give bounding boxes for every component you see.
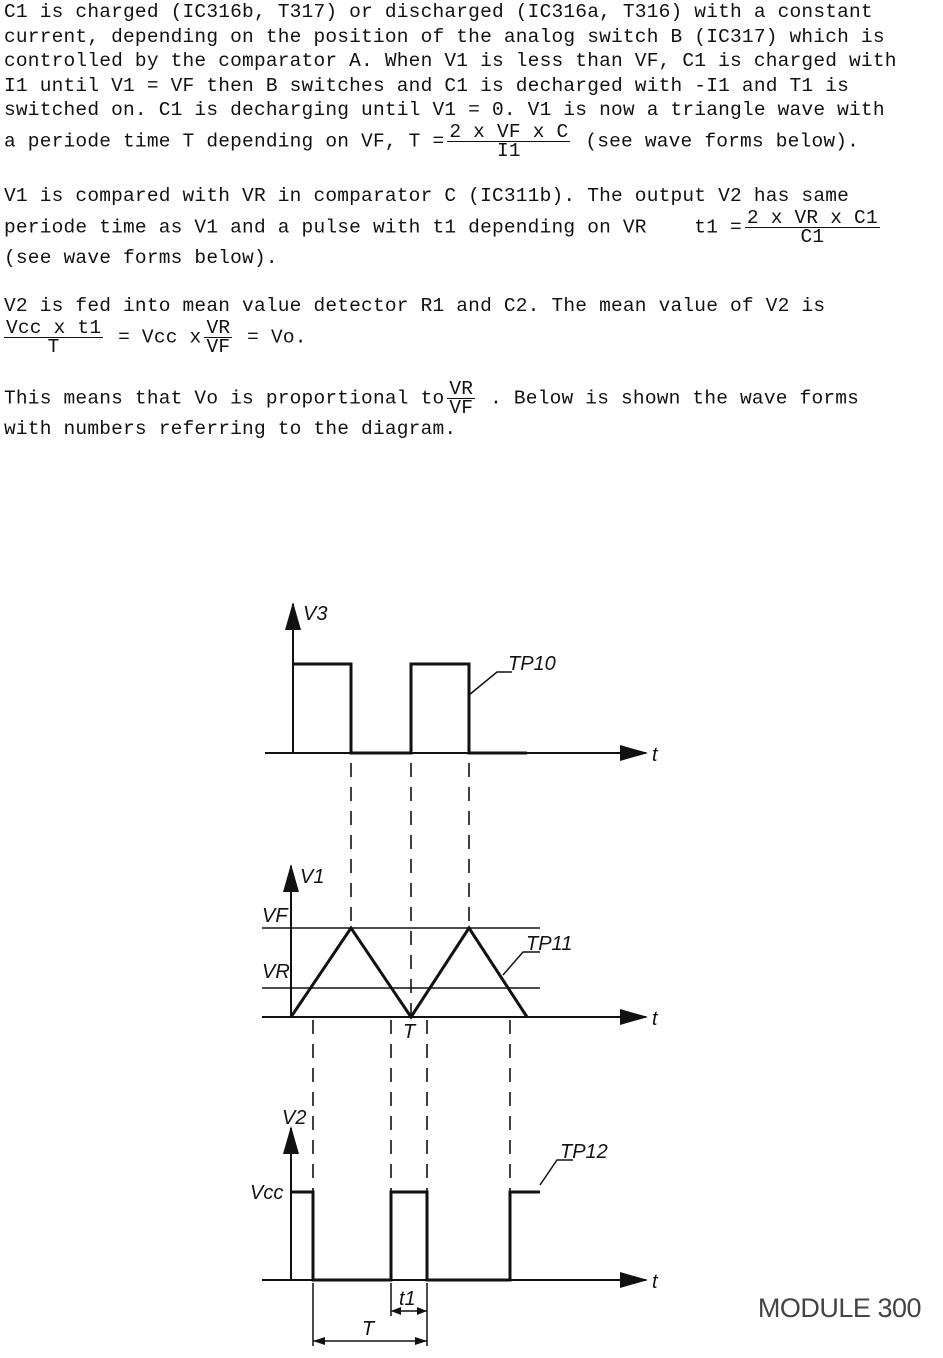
period-marker-v1: T	[403, 1021, 416, 1043]
pulse-formula-denominator: C1	[800, 225, 825, 248]
period-formula-numerator: 2 x VF x C	[449, 120, 569, 143]
mean-value-middle: = Vcc x	[118, 326, 202, 349]
pulse-width-label: t1	[399, 1288, 416, 1310]
period-arrow-right	[415, 1337, 427, 1345]
period-arrow-left	[313, 1337, 325, 1345]
upper-guides	[351, 763, 469, 1017]
mean-value-denominator: T	[47, 335, 60, 358]
t-label-middle: t	[652, 1008, 658, 1030]
pulse-formula-numerator: 2 x VR x C1	[746, 206, 878, 229]
tp12-leader	[540, 1160, 573, 1185]
v2-waveform	[291, 1192, 540, 1280]
pulse-arrow-right	[417, 1307, 427, 1315]
v2-label: V2	[282, 1107, 307, 1129]
vcc-label: Vcc	[250, 1182, 284, 1204]
t-label-top: t	[652, 744, 658, 766]
proportional-numerator: VR	[449, 377, 474, 400]
ratio-denominator: VF	[206, 335, 231, 358]
t-label-bottom: t	[652, 1271, 658, 1293]
proportional-trail: . Below is shown the wave forms	[490, 387, 860, 410]
paragraph2-line3: (see wave forms below).	[4, 246, 278, 269]
tp10-leader	[469, 672, 512, 695]
period-label: T	[362, 1318, 375, 1340]
period-formula-trail: (see wave forms below).	[585, 130, 860, 153]
vr-label: VR	[262, 961, 290, 983]
v1-label: V1	[300, 866, 325, 888]
paragraph1-line2: current, depending on the position of the analog switch B (IC317) which is	[4, 25, 885, 48]
paragraph4-line2: with numbers referring to the diagram.	[4, 417, 457, 440]
vf-label: VF	[262, 905, 288, 927]
tp10-label: TP10	[508, 653, 556, 675]
paragraph1-line4: I1 until V1 = VF then B switches and C1 is decharged with -I1 and T1 is	[4, 74, 850, 97]
tp12-label: TP12	[560, 1141, 608, 1163]
v3-waveform-group	[265, 603, 659, 766]
paragraph1-line3: controlled by the comparator A. When V1 is less than VF, C1 is charged with	[4, 50, 897, 73]
mean-value-numerator: Vcc x t1	[6, 316, 102, 339]
paragraph1-line5: switched on. C1 is decharging until V1 = 0. V1 is now a triangle wave with	[4, 99, 885, 122]
ratio-numerator: VR	[206, 316, 231, 339]
pulse-formula-lead: periode time as V1 and a pulse with t1 depending on VR t1 =	[4, 216, 742, 239]
v3-label: V3	[303, 603, 328, 625]
mean-value-end: = Vo.	[247, 326, 307, 349]
dimension-marks	[313, 1283, 427, 1346]
paragraph2-line1: V1 is compared with VR in comparator C (IC311b). The output V2 has same	[4, 184, 850, 207]
v2-waveform-group	[250, 1107, 659, 1293]
proportional-lead: This means that Vo is proportional to	[4, 387, 445, 410]
v1-waveform	[291, 928, 527, 1017]
module-label: MODULE 300	[757, 1293, 921, 1323]
period-formula-denominator: I1	[496, 139, 521, 162]
proportional-denominator: VF	[449, 396, 474, 419]
v3-waveform	[293, 664, 527, 753]
tp11-label: TP11	[526, 933, 573, 955]
lower-guides	[313, 1020, 510, 1192]
paragraph1-line1: C1 is charged (IC316b, T317) or discharged (IC316a, T316) with a constant	[4, 1, 873, 23]
period-formula-lead: a periode time T depending on VF, T =	[4, 130, 445, 153]
tp11-leader	[503, 952, 540, 975]
paragraph3-line1: V2 is fed into mean value detector R1 and C2. The mean value of V2 is	[4, 295, 826, 318]
v1-waveform-group	[262, 866, 659, 1043]
